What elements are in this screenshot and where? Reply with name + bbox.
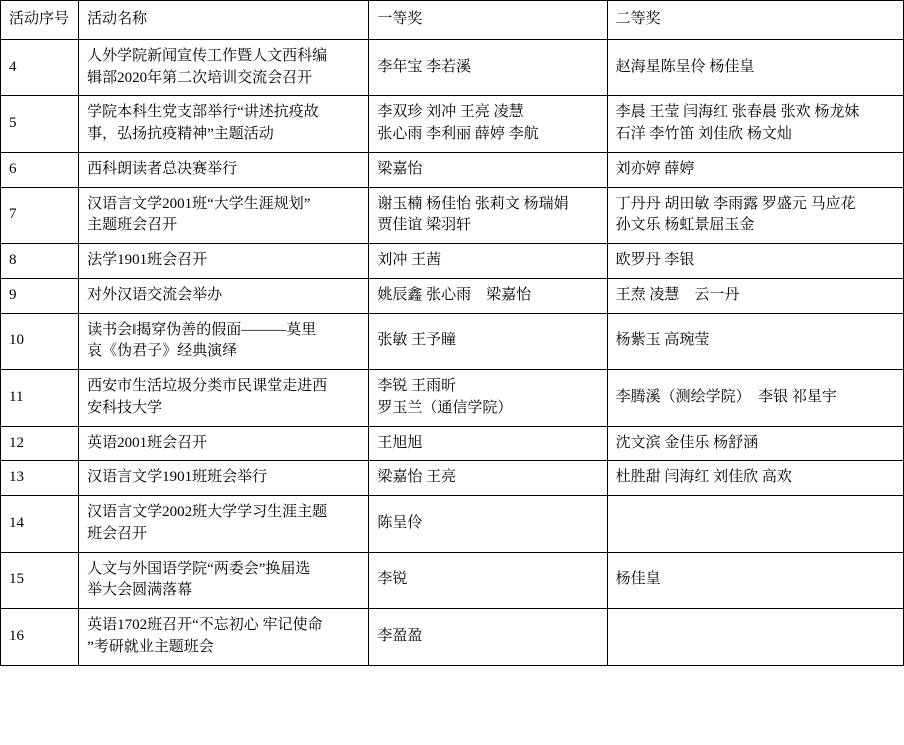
cell-second-prize-line: 杨佳皇 (615, 571, 661, 588)
cell-first-prize (369, 426, 607, 461)
table-body (1, 39, 904, 665)
cell-activity-name-line: 举大会圆满落幕 (87, 582, 193, 599)
cell-sequence: 12 (1, 426, 79, 461)
cell-second-prize (607, 278, 903, 313)
cell-second-prize (607, 370, 903, 427)
table-row (1, 370, 904, 427)
cell-first-prize-line: 张敏 王予瞳 (377, 332, 457, 349)
table-row (1, 96, 904, 153)
cell-second-prize-line: 丁丹丹 胡田敏 李雨露 罗盛元 马应花 (615, 195, 856, 212)
cell-second-prize-line: 孙文乐 杨虹景屈玉金 (615, 217, 755, 234)
cell-activity-name-line: 班会召开 (87, 525, 148, 542)
cell-activity-name (79, 313, 369, 370)
cell-first-prize (369, 461, 607, 496)
table-row (1, 496, 904, 553)
cell-first-prize (369, 496, 607, 553)
table-row (1, 244, 904, 279)
cell-activity-name-line: 学院本科生党支部举行“讲述抗疫故 (87, 104, 319, 121)
cell-first-prize-line: 王旭旭 (377, 434, 423, 451)
cell-activity-name-line: 人外学院新闻宣传工作暨人文西科编 (87, 47, 328, 64)
cell-sequence: 15 (1, 552, 79, 609)
cell-activity-name-line: 汉语言文学1901班班会举行 (87, 469, 268, 486)
cell-second-prize-line: 李晨 王莹 闫海红 张春晨 张欢 杨龙妹 (615, 104, 860, 121)
cell-sequence: 7 (1, 187, 79, 244)
cell-activity-name (79, 278, 369, 313)
cell-first-prize-line: 梁嘉怡 (377, 160, 423, 177)
cell-sequence: 8 (1, 244, 79, 279)
cell-first-prize-line: 刘冲 王茜 (377, 252, 442, 268)
cell-activity-name (79, 461, 369, 496)
cell-first-prize-line: 张心雨 李利丽 薛婷 李航 (377, 126, 539, 142)
cell-activity-name (79, 187, 369, 244)
cell-second-prize-line: 李腾溪（测绘学院） 李银 祁星宇 (615, 388, 837, 405)
cell-activity-name-line: 主题班会召开 (87, 217, 178, 234)
cell-first-prize-line: 姚辰鑫 张心雨 梁嘉怡 (377, 286, 532, 303)
table-row (1, 39, 904, 96)
table-row (1, 426, 904, 461)
cell-second-prize-line: 杜胜甜 闫海红 刘佳欣 高欢 (615, 469, 792, 486)
cell-first-prize-line: 李双珍 刘冲 王亮 凌慧 (377, 104, 524, 121)
cell-second-prize (607, 187, 903, 244)
cell-first-prize (369, 609, 607, 666)
table-header-row (1, 1, 904, 40)
cell-activity-name (79, 96, 369, 153)
cell-first-prize-line: 李年宝 李若溪 (377, 58, 472, 75)
cell-sequence: 6 (1, 152, 79, 187)
cell-first-prize-line: 贾佳谊 梁羽轩 (377, 217, 472, 234)
cell-activity-name-line: 辑部2020年第二次培训交流会召开 (87, 69, 313, 86)
cell-first-prize-line: 李盈盈 (377, 627, 423, 644)
cell-sequence: 16 (1, 609, 79, 666)
cell-second-prize (607, 552, 903, 609)
cell-activity-name (79, 152, 369, 187)
cell-sequence: 5 (1, 96, 79, 153)
cell-first-prize (369, 152, 607, 187)
cell-second-prize (607, 313, 903, 370)
cell-first-prize (369, 313, 607, 370)
cell-second-prize-line: 王焘 凌慧 云一丹 (615, 286, 740, 303)
cell-second-prize (607, 426, 903, 461)
cell-activity-name-line: 哀《伪君子》经典演绎 (87, 343, 238, 360)
table-row (1, 552, 904, 609)
cell-activity-name-line: 西科朗读者总决赛举行 (87, 160, 238, 177)
table-row (1, 187, 904, 244)
cell-activity-name-line: 汉语言文学2001班“大学生涯规划” (87, 195, 311, 212)
cell-first-prize (369, 39, 607, 96)
cell-first-prize-line: 李锐 王雨昕 (377, 378, 457, 394)
cell-activity-name (79, 552, 369, 609)
cell-second-prize (607, 96, 903, 153)
cell-first-prize (369, 552, 607, 609)
cell-activity-name-line: 安科技大学 (87, 399, 163, 416)
cell-first-prize (369, 370, 607, 427)
cell-sequence: 10 (1, 313, 79, 370)
cell-first-prize-line: 李锐 (377, 571, 408, 588)
cell-second-prize-line: 杨紫玉 高琬莹 (615, 332, 710, 349)
cell-activity-name-line: 法学1901班会召开 (87, 252, 208, 268)
cell-second-prize (607, 39, 903, 96)
table-row (1, 609, 904, 666)
cell-activity-name-line: 对外汉语交流会举办 (87, 286, 223, 303)
table-row (1, 278, 904, 313)
cell-second-prize (607, 152, 903, 187)
cell-activity-name (79, 39, 369, 96)
cell-activity-name-line: 事，弘扬抗疫精神”主题活动 (87, 126, 274, 142)
column-header-first-prize: 一等奖 (369, 1, 607, 40)
cell-activity-name (79, 496, 369, 553)
cell-second-prize-line: 石洋 李竹笛 刘佳欣 杨文灿 (615, 126, 792, 142)
cell-second-prize (607, 496, 903, 553)
cell-activity-name-line: 英语1702班召开“不忘初心 牢记使命 (87, 617, 323, 633)
cell-second-prize (607, 461, 903, 496)
cell-activity-name (79, 426, 369, 461)
cell-second-prize-line: 赵海星陈呈伶 杨佳皇 (615, 58, 755, 75)
cell-second-prize-line: 欧罗丹 李银 (615, 252, 695, 268)
cell-second-prize (607, 609, 903, 666)
table-row (1, 461, 904, 496)
cell-second-prize-line: 刘亦婷 薛婷 (615, 160, 695, 177)
cell-first-prize (369, 187, 607, 244)
cell-activity-name-line: 人文与外国语学院“两委会”换届选 (87, 560, 311, 577)
cell-sequence: 14 (1, 496, 79, 553)
cell-second-prize-line: 沈文滨 金佳乐 杨舒涵 (615, 434, 759, 451)
cell-activity-name-line: 读书会‖揭穿伪善的假面———莫里 (87, 321, 317, 338)
cell-activity-name-line: 英语2001班会召开 (87, 434, 208, 451)
cell-first-prize (369, 244, 607, 279)
cell-second-prize (607, 244, 903, 279)
column-header-activity-name: 活动名称 (79, 1, 369, 40)
cell-sequence: 4 (1, 39, 79, 96)
table-row (1, 313, 904, 370)
table-row (1, 152, 904, 187)
cell-sequence: 9 (1, 278, 79, 313)
cell-first-prize-line: 陈呈伶 (377, 514, 423, 531)
column-header-second-prize: 二等奖 (607, 1, 903, 40)
cell-first-prize (369, 278, 607, 313)
cell-first-prize (369, 96, 607, 153)
cell-activity-name (79, 609, 369, 666)
cell-activity-name (79, 244, 369, 279)
cell-activity-name-line: ”考研就业主题班会 (87, 638, 214, 655)
cell-activity-name-line: 西安市生活垃圾分类市民课堂走进西 (87, 378, 328, 394)
column-header-sequence: 活动序号 (1, 1, 79, 40)
cell-activity-name-line: 汉语言文学2002班大学学习生涯主题 (87, 504, 328, 520)
cell-first-prize-line: 罗玉兰（通信学院） (377, 399, 513, 416)
cell-sequence: 13 (1, 461, 79, 496)
cell-sequence: 11 (1, 370, 79, 427)
cell-first-prize-line: 梁嘉怡 王亮 (377, 469, 457, 486)
cell-first-prize-line: 谢玉楠 杨佳怡 张莉文 杨瑞娟 (377, 195, 569, 212)
cell-activity-name (79, 370, 369, 427)
